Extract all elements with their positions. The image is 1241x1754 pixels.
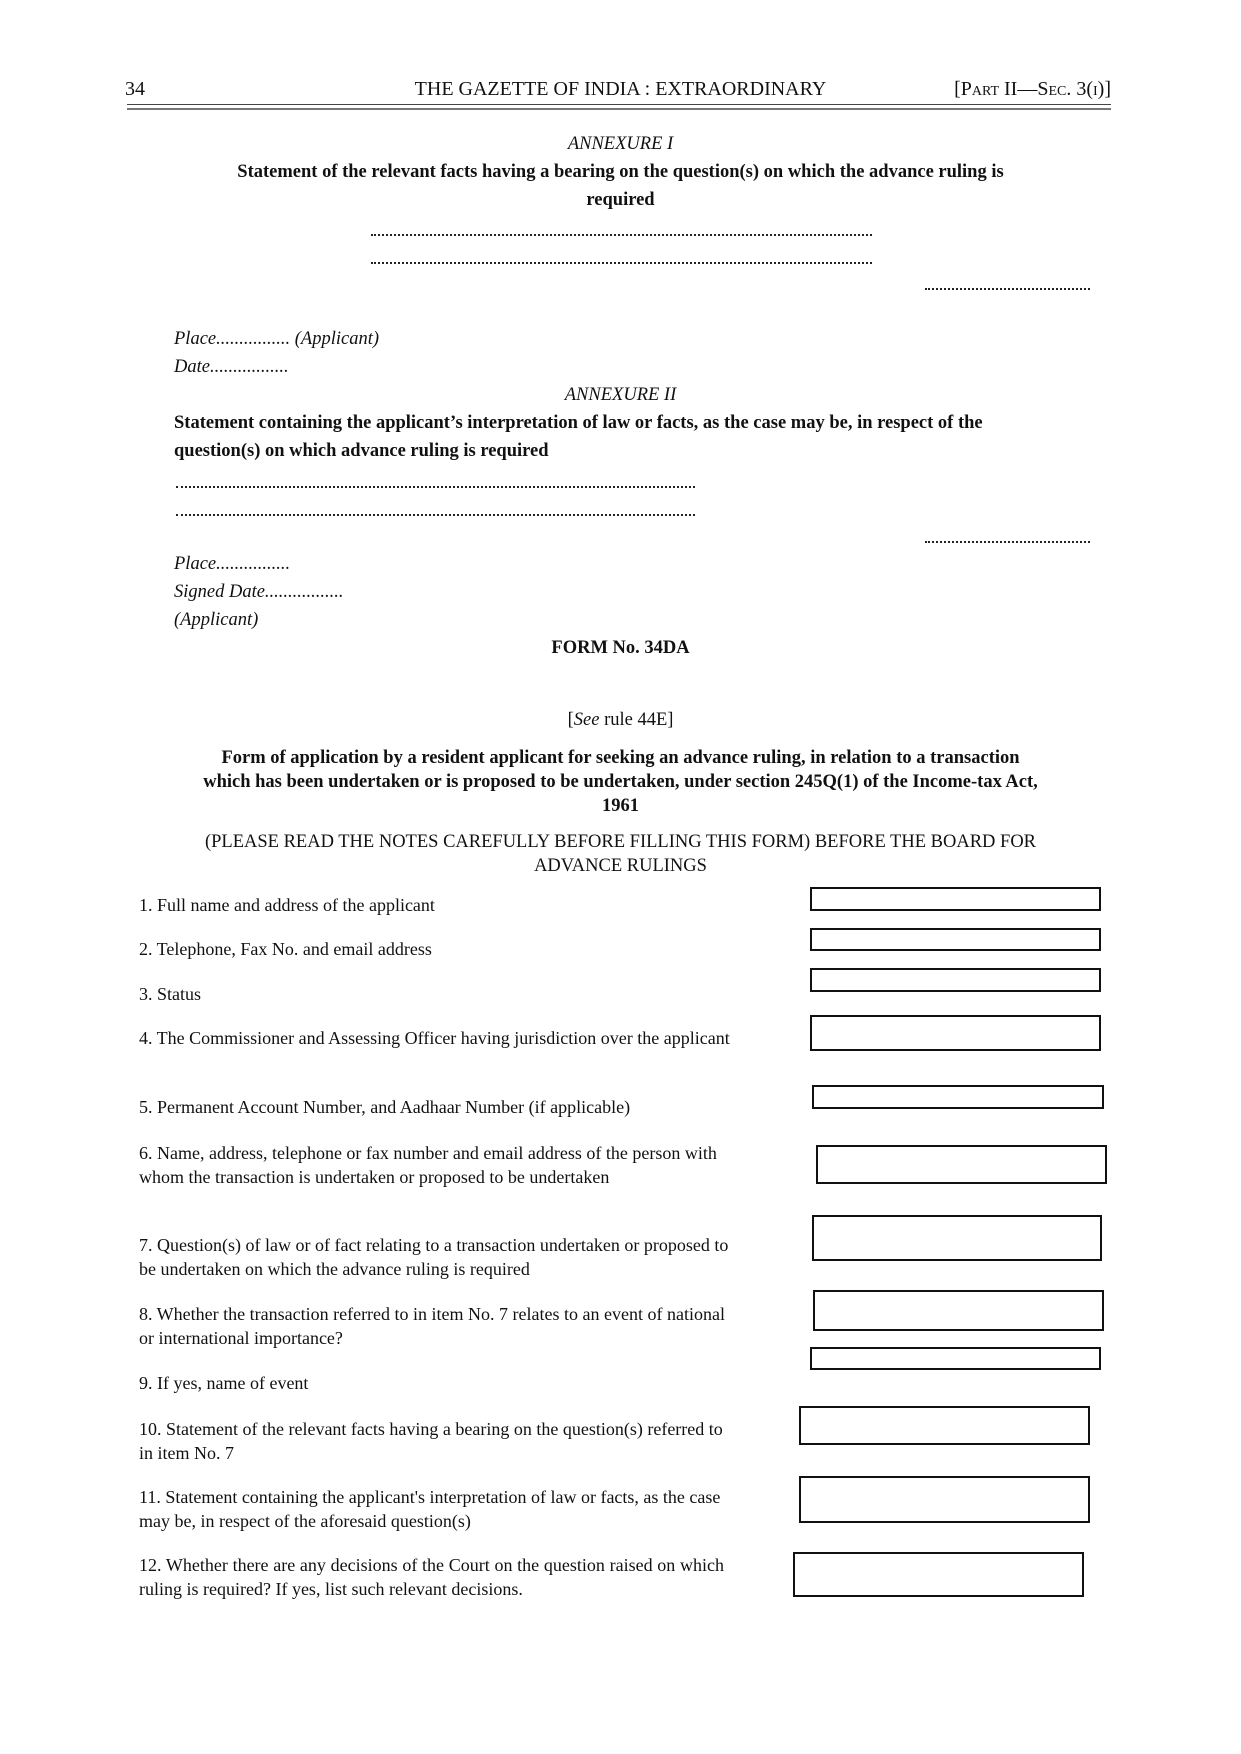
item-6-input-box[interactable] bbox=[816, 1145, 1107, 1184]
item-5-label: 5. Permanent Account Number, and Aadhaar Number (if applicable) bbox=[139, 1097, 631, 1117]
item-4-input-box[interactable] bbox=[810, 1015, 1101, 1051]
item-10-label: 10. Statement of the relevant facts having a bearing on the question(s) referred to in item No. 7 bbox=[139, 1419, 723, 1463]
item-8-label: 8. Whether the transaction referred to in item No. 7 relates to an event of national or international importance? bbox=[139, 1304, 725, 1348]
form-description-line1: Form of application by a resident applicant for seeking an advance ruling, in relation to a transaction bbox=[221, 748, 1020, 768]
form-notice-line2: ADVANCE RULINGS bbox=[534, 856, 707, 876]
item-12-input-box[interactable] bbox=[793, 1552, 1084, 1597]
annexure-1-fill-line-2[interactable] bbox=[371, 262, 872, 264]
annexure-1-statement-line1: Statement of the relevant facts having a bearing on the question(s) on which the advance ruling is bbox=[237, 162, 1004, 182]
item-7-input-box[interactable] bbox=[812, 1215, 1102, 1261]
form-notice-line1: (PLEASE READ THE NOTES CAREFULLY BEFORE FILLING THIS FORM) BEFORE THE BOARD FOR bbox=[204, 832, 1037, 852]
item-4-label: 4. The Commissioner and Assessing Officer having jurisdiction over the applicant bbox=[139, 1028, 730, 1048]
item-3-label: 3. Status bbox=[139, 984, 202, 1004]
annexure-1-place: Place................ (Applicant) bbox=[174, 329, 379, 349]
gazette-title: THE GAZETTE OF INDIA : EXTRAORDINARY bbox=[414, 78, 827, 100]
page-number: 34 bbox=[125, 78, 145, 100]
header-rule-bottom bbox=[127, 108, 1111, 110]
annexure-2-statement-line1: Statement containing the applicant’s interpretation of law or facts, as the case may be, in respect of the bbox=[174, 413, 983, 433]
see-rule-italic: See bbox=[573, 710, 600, 730]
annexure-2-heading: ANNEXURE II bbox=[564, 385, 677, 405]
item-12-label: 12. Whether there are any decisions of the Court on the question raised on which ruling is required? If yes, list such relevant decisions. bbox=[139, 1555, 724, 1599]
item-2-input-box[interactable] bbox=[810, 928, 1101, 951]
annexure-2-fill-line-2[interactable] bbox=[176, 514, 695, 516]
annexure-1-statement-line2: required bbox=[586, 190, 655, 210]
item-7-label: 7. Question(s) of law or of fact relating to a transaction undertaken or proposed to be undertaken on which the advance ruling is required bbox=[139, 1235, 729, 1279]
annexure-2-fill-line-1[interactable] bbox=[176, 486, 695, 488]
header-rule-top bbox=[127, 104, 1111, 105]
annexure-1-signature-line[interactable] bbox=[925, 288, 1090, 290]
item-3-input-box[interactable] bbox=[810, 968, 1101, 992]
item-11-label: 11. Statement containing the applicant's interpretation of law or facts, as the case may be, in respect of the aforesaid question(s) bbox=[139, 1487, 721, 1531]
see-rule-text: rule 44E] bbox=[599, 710, 674, 730]
annexure-2-signed-date: Signed Date................. bbox=[174, 582, 344, 602]
item-9-input-box[interactable] bbox=[810, 1347, 1101, 1370]
annexure-1-date: Date................. bbox=[174, 357, 289, 377]
item-1-label: 1. Full name and address of the applicant bbox=[139, 895, 435, 915]
annexure-2-statement-line2: question(s) on which advance ruling is required bbox=[174, 441, 549, 461]
annexure-2-applicant: (Applicant) bbox=[174, 610, 259, 630]
see-rule-open-bracket: [ bbox=[567, 710, 574, 730]
section-label: [Part II—Sec. 3(i)] bbox=[954, 78, 1111, 100]
item-5-input-box[interactable] bbox=[812, 1085, 1104, 1109]
annexure-2-place: Place................ bbox=[174, 554, 291, 574]
item-10-input-box[interactable] bbox=[799, 1406, 1090, 1445]
annexure-2-signature-line[interactable] bbox=[925, 541, 1090, 543]
item-1-input-box[interactable] bbox=[810, 887, 1101, 911]
item-6-label: 6. Name, address, telephone or fax number and email address of the person with whom the transaction is undertaken or proposed to be undertaken bbox=[139, 1143, 717, 1187]
form-description-line2: which has been undertaken or is proposed to be undertaken, under section 245Q(1) of the Income-tax Act, bbox=[203, 772, 1038, 792]
form-title: FORM No. 34DA bbox=[551, 638, 690, 658]
item-9-label: 9. If yes, name of event bbox=[139, 1373, 309, 1393]
annexure-1-heading: ANNEXURE I bbox=[567, 134, 674, 154]
item-11-input-box[interactable] bbox=[799, 1476, 1090, 1523]
item-8-input-box[interactable] bbox=[813, 1290, 1104, 1331]
item-2-label: 2. Telephone, Fax No. and email address bbox=[139, 939, 432, 959]
form-description-line3: 1961 bbox=[602, 796, 639, 816]
see-rule bbox=[0, 710, 1241, 731]
annexure-1-fill-line-1[interactable] bbox=[371, 234, 872, 236]
